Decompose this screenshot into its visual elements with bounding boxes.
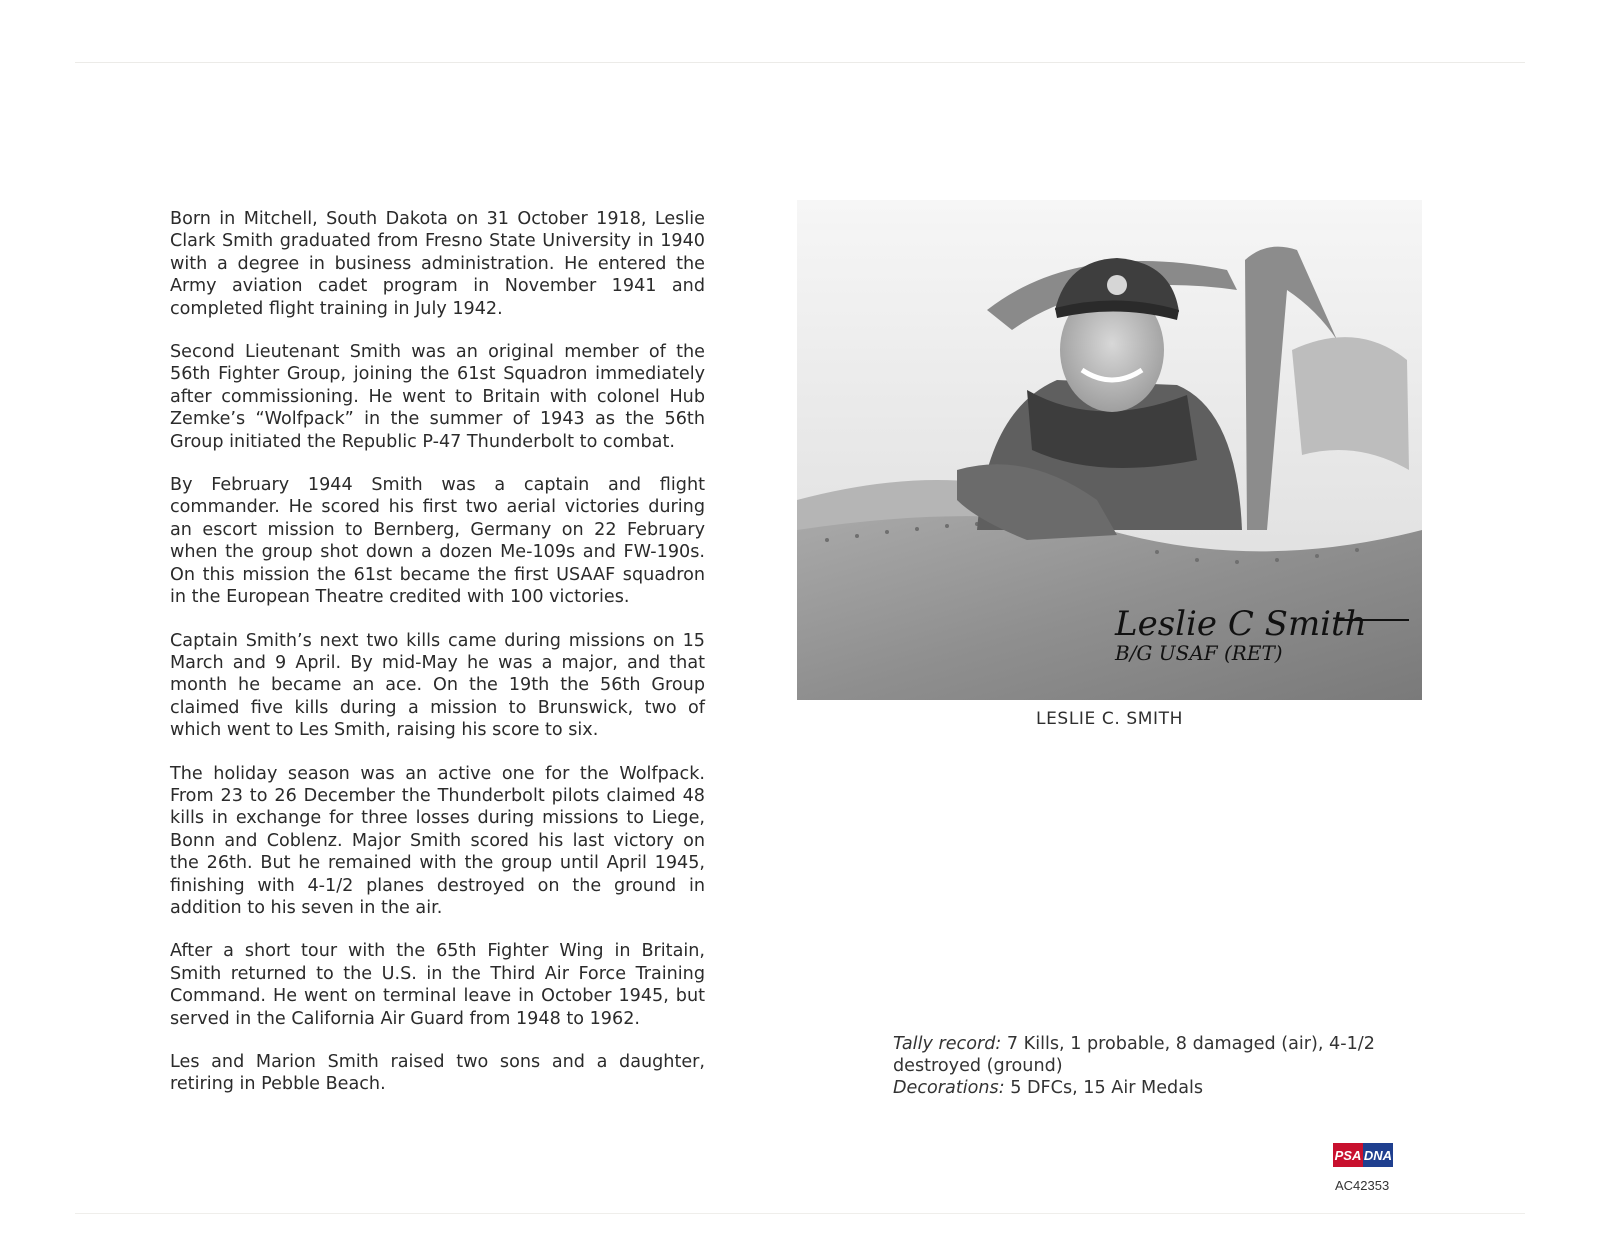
bio-paragraph: Les and Marion Smith raised two sons and a daughter, retiring in Pebble Beach. xyxy=(170,1052,705,1095)
decorations-line xyxy=(893,1077,1433,1099)
tally-record-block xyxy=(893,1033,1433,1099)
top-edge-line xyxy=(75,62,1525,63)
bio-paragraph: After a short tour with the 65th Fighter Wing in Britain, Smith returned to the U.S. in the Third Air Force Training Command. He went on terminal leave in October 1945, but served in the California Air Guard from 1948 to 1962. xyxy=(170,941,705,1029)
bio-paragraph: Born in Mitchell, South Dakota on 31 October 1918, Leslie Clark Smith graduated from Fresno State University in 1940 with a degree in business administration. He entered the Army aviation cadet program in November 1941 and completed flight training in July 1942. xyxy=(170,209,705,319)
autograph-inscription: B/G USAF (RET) xyxy=(1115,641,1283,665)
dna-logo-text: DNA xyxy=(1363,1148,1393,1163)
tally-record-value: 7 Kills, 1 probable, 8 damaged (air), 4-1/2 destroyed (ground) xyxy=(893,1034,1375,1076)
decorations-label: Decorations: xyxy=(893,1078,1005,1098)
bio-paragraph: The holiday season was an active one for the Wolfpack. From 23 to 26 December the Thunderbolt pilots claimed 48 kills in exchange for three losses during missions to Liege, Bonn and Coblenz. Major Smith scored his last victory on the 26th. But he remained with the group until April 1945, finishing with 4-1/2 planes destroyed on the ground in addition to his seven in the air. xyxy=(170,763,705,918)
bio-paragraph: Second Lieutenant Smith was an original member of the 56th Fighter Group, joining the 61st Squadron immediately after commissioning. He went to Britain with colonel Hub Zemke’s “Wolfpack” in the summer of 1943 as the 56th Group initiated the Republic P-47 Thunderbolt to combat. xyxy=(170,342,705,452)
bio-paragraph: By February 1944 Smith was a captain and flight commander. He scored his first two aerial victories during an escort mission to Bernberg, Germany on 22 February when the group shot down a dozen Me-109s and FW-190s. On this mission the 61st became the first USAAF squadron in the European Theatre credited with 100 victories. xyxy=(170,475,705,608)
autograph-signature: Leslie C Smith xyxy=(1115,604,1367,644)
bio-paragraph: Captain Smith’s next two kills came during missions on 15 March and 9 April. By mid-May he was a major, and that month he became an ace. On the 19th the 56th Group claimed five kills during a mission to Brunswick, two of which went to Les Smith, raising his score to six. xyxy=(170,630,705,741)
tally-record-label: Tally record: xyxy=(893,1034,1002,1054)
psa-logo-text: PSA xyxy=(1334,1148,1362,1163)
decorations-value: 5 DFCs, 15 Air Medals xyxy=(1004,1078,1204,1098)
tally-record-line xyxy=(893,1033,1433,1077)
bottom-edge-line xyxy=(75,1213,1525,1214)
biography-text xyxy=(170,208,705,1117)
authentication-code: AC42353 xyxy=(1335,1178,1390,1193)
photo-caption: LESLIE C. SMITH xyxy=(1036,709,1183,729)
pilot-portrait-photo xyxy=(797,200,1422,700)
